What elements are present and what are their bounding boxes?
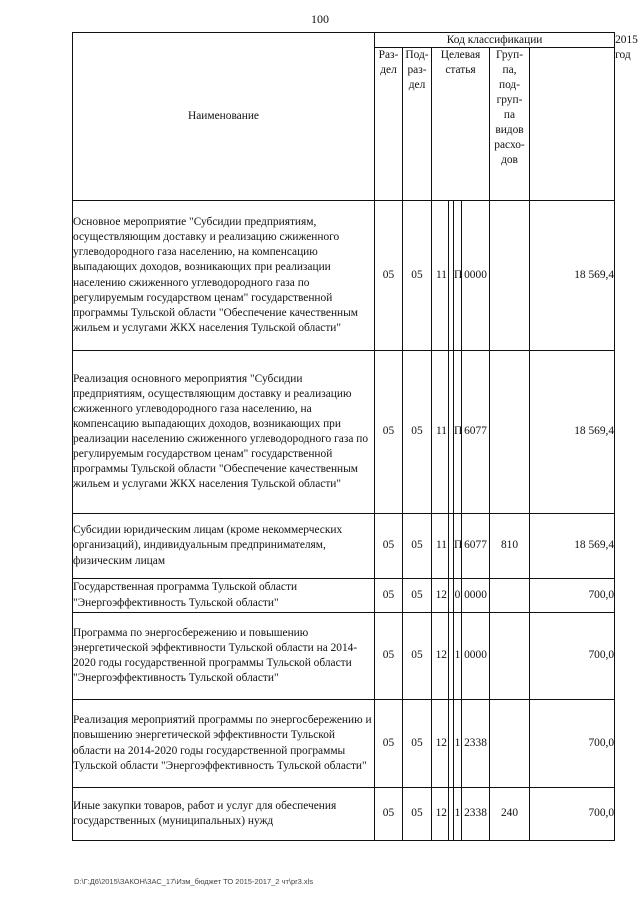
row-target-direction: П — [454, 514, 462, 579]
row-target-code: 2338 — [462, 788, 490, 841]
header-target-article: Целевая статья — [432, 48, 490, 201]
row-target-program: 11 — [432, 201, 449, 351]
row-target-program: 12 — [432, 700, 449, 788]
table-row — [73, 514, 615, 579]
row-section: 05 — [375, 201, 403, 351]
row-target-direction: 1 — [454, 788, 462, 841]
budget-table: Наименование Код классификации 2015 год Раз- дел Под- раз- дел Целевая статья Груп- па, под- груп- па видов расхо- дов Основное мероприятие "Субсидии предприятиям, осуществляющим доставку и реализацию сжиженного углеводородного газа населению, на компенсацию выпадающих доходов, возникающих при реализации населению сжиженного углеводородного газа по регулируемым государством ценам" государственной программы Тульской области "Обеспечение качественным жильем и услугами ЖКХ населения Тульской области" 05 05 11 П 0000 18 569,4 Реализация основного мероприятия "Субсидии предприятиям, осуществляющим доставку и реализацию сжиженного углеводородного газа населению, на компенсацию выпадающих доходов, возникающих при реализации населению сжиженного углеводородного газа по регулируемым государством ценам" государственной программы Тульской области "Обеспечение качественным жильем и услугами ЖКХ населения Тульской области" 05 05 11 П 6077 18 569,4 Субсидии юридическим лицам (кроме некоммерческих организаций), индивидуальным предпринимателям, физическим лицам 05 05 11 П 6077 810 18 569,4 Государственная программа Тульской области "Энергоэффективность Тульской области" 05 05 12 0 0000 700,0 Программа по энергосбережению и повышению энергетической эффективности Тульской области на 2014-2020 годы государственной программы Тульской области "Энергоэффективность Тульской области" 05 05 12 1 0000 700,0 Реализация мероприятий программы по энергосбережению и повышению энергетической эффективности Тульской области на 2014-2020 годы государственной программы Тульской области "Энергоэффективность Тульской области" 05 05 12 1 2338 700,0 Иные закупки товаров, работ и услуг для обеспечения государственных (муниципальных) нужд 05 05 12 1 2338 240 700,0 — [72, 32, 615, 841]
row-name: Иные закупки товаров, работ и услуг для обеспечения государственных (муниципальных) нужд — [73, 788, 375, 841]
row-section: 05 — [375, 351, 403, 514]
row-amount: 700,0 — [530, 788, 615, 841]
row-subsection: 05 — [403, 201, 432, 351]
row-section: 05 — [375, 579, 403, 613]
row-amount: 700,0 — [530, 579, 615, 613]
table-row — [73, 579, 615, 613]
row-subsection: 05 — [403, 579, 432, 613]
row-target-program: 12 — [432, 579, 449, 613]
table-row — [73, 201, 615, 351]
row-section: 05 — [375, 700, 403, 788]
row-target-code: 0000 — [462, 579, 490, 613]
row-target-direction: П — [454, 201, 462, 351]
row-target-code: 6077 — [462, 514, 490, 579]
header-section: Раз- дел — [375, 48, 403, 201]
row-name: Основное мероприятие "Субсидии предприятиям, осуществляющим доставку и реализацию сжиженного углеводородного газа населению, на компенсацию выпадающих доходов, возникающих при реализации населению сжиженного углеводородного газа по регулируемым государством ценам" государственной программы Тульской области "Обеспечение качественным жильем и услугами ЖКХ населения Тульской области" — [73, 201, 375, 351]
row-target-code: 0000 — [462, 201, 490, 351]
row-section: 05 — [375, 514, 403, 579]
row-subsection: 05 — [403, 514, 432, 579]
row-subsection: 05 — [403, 351, 432, 514]
row-amount: 700,0 — [530, 700, 615, 788]
header-expense-group: Груп- па, под- груп- па видов расхо- дов — [490, 48, 530, 201]
table-row — [73, 700, 615, 788]
row-expense-group — [490, 201, 530, 351]
row-name: Субсидии юридическим лицам (кроме некоммерческих организаций), индивидуальным предпринимателям, физическим лицам — [73, 514, 375, 579]
row-subsection: 05 — [403, 613, 432, 700]
row-target-code: 0000 — [462, 613, 490, 700]
row-target-code: 2338 — [462, 700, 490, 788]
row-subsection: 05 — [403, 700, 432, 788]
header-subsection: Под- раз- дел — [403, 48, 432, 201]
row-target-program: 11 — [432, 514, 449, 579]
table-row — [73, 788, 615, 841]
row-amount: 18 569,4 — [530, 514, 615, 579]
row-amount: 700,0 — [530, 613, 615, 700]
table-row — [73, 613, 615, 700]
table-body — [73, 201, 615, 841]
row-name: Реализация основного мероприятия "Субсидии предприятиям, осуществляющим доставку и реализацию сжиженного углеводородного газа населению, на компенсацию выпадающих доходов, возникающих при реализации населению сжиженного углеводородного газа по регулируемым государством ценам" государственной программы Тульской области "Обеспечение качественным жильем и услугами ЖКХ населения Тульской области" — [73, 351, 375, 514]
footer-file-path: D:\Г:Д6\2015\ЗАКОН\ЗАС_17\Изм_бюджет ТО 2015-2017_2 чт\pr3.xls — [74, 877, 314, 886]
row-target-direction: 0 — [454, 579, 462, 613]
page-number: 100 — [311, 12, 329, 26]
row-target-direction: 1 — [454, 700, 462, 788]
row-target-program: 12 — [432, 613, 449, 700]
row-amount: 18 569,4 — [530, 351, 615, 514]
row-target-program: 11 — [432, 351, 449, 514]
header-classification-code: Код классификации — [375, 33, 615, 48]
row-amount: 18 569,4 — [530, 201, 615, 351]
row-expense-group — [490, 613, 530, 700]
row-section: 05 — [375, 788, 403, 841]
row-section: 05 — [375, 613, 403, 700]
row-expense-group: 240 — [490, 788, 530, 841]
row-target-direction: П — [454, 351, 462, 514]
row-target-program: 12 — [432, 788, 449, 841]
row-expense-group — [490, 579, 530, 613]
row-subsection: 05 — [403, 788, 432, 841]
row-expense-group — [490, 700, 530, 788]
header-name: Наименование — [73, 33, 375, 201]
row-name: Государственная программа Тульской области "Энергоэффективность Тульской области" — [73, 579, 375, 613]
row-name: Программа по энергосбережению и повышению энергетической эффективности Тульской области на 2014-2020 годы государственной программы Тульской области "Энергоэффективность Тульской области" — [73, 613, 375, 700]
row-name: Реализация мероприятий программы по энергосбережению и повышению энергетической эффективности Тульской области на 2014-2020 годы государственной программы Тульской области "Энергоэффективность Тульской области" — [73, 700, 375, 788]
row-expense-group: 810 — [490, 514, 530, 579]
row-target-code: 6077 — [462, 351, 490, 514]
row-target-direction: 1 — [454, 613, 462, 700]
row-expense-group — [490, 351, 530, 514]
table-row — [73, 351, 615, 514]
